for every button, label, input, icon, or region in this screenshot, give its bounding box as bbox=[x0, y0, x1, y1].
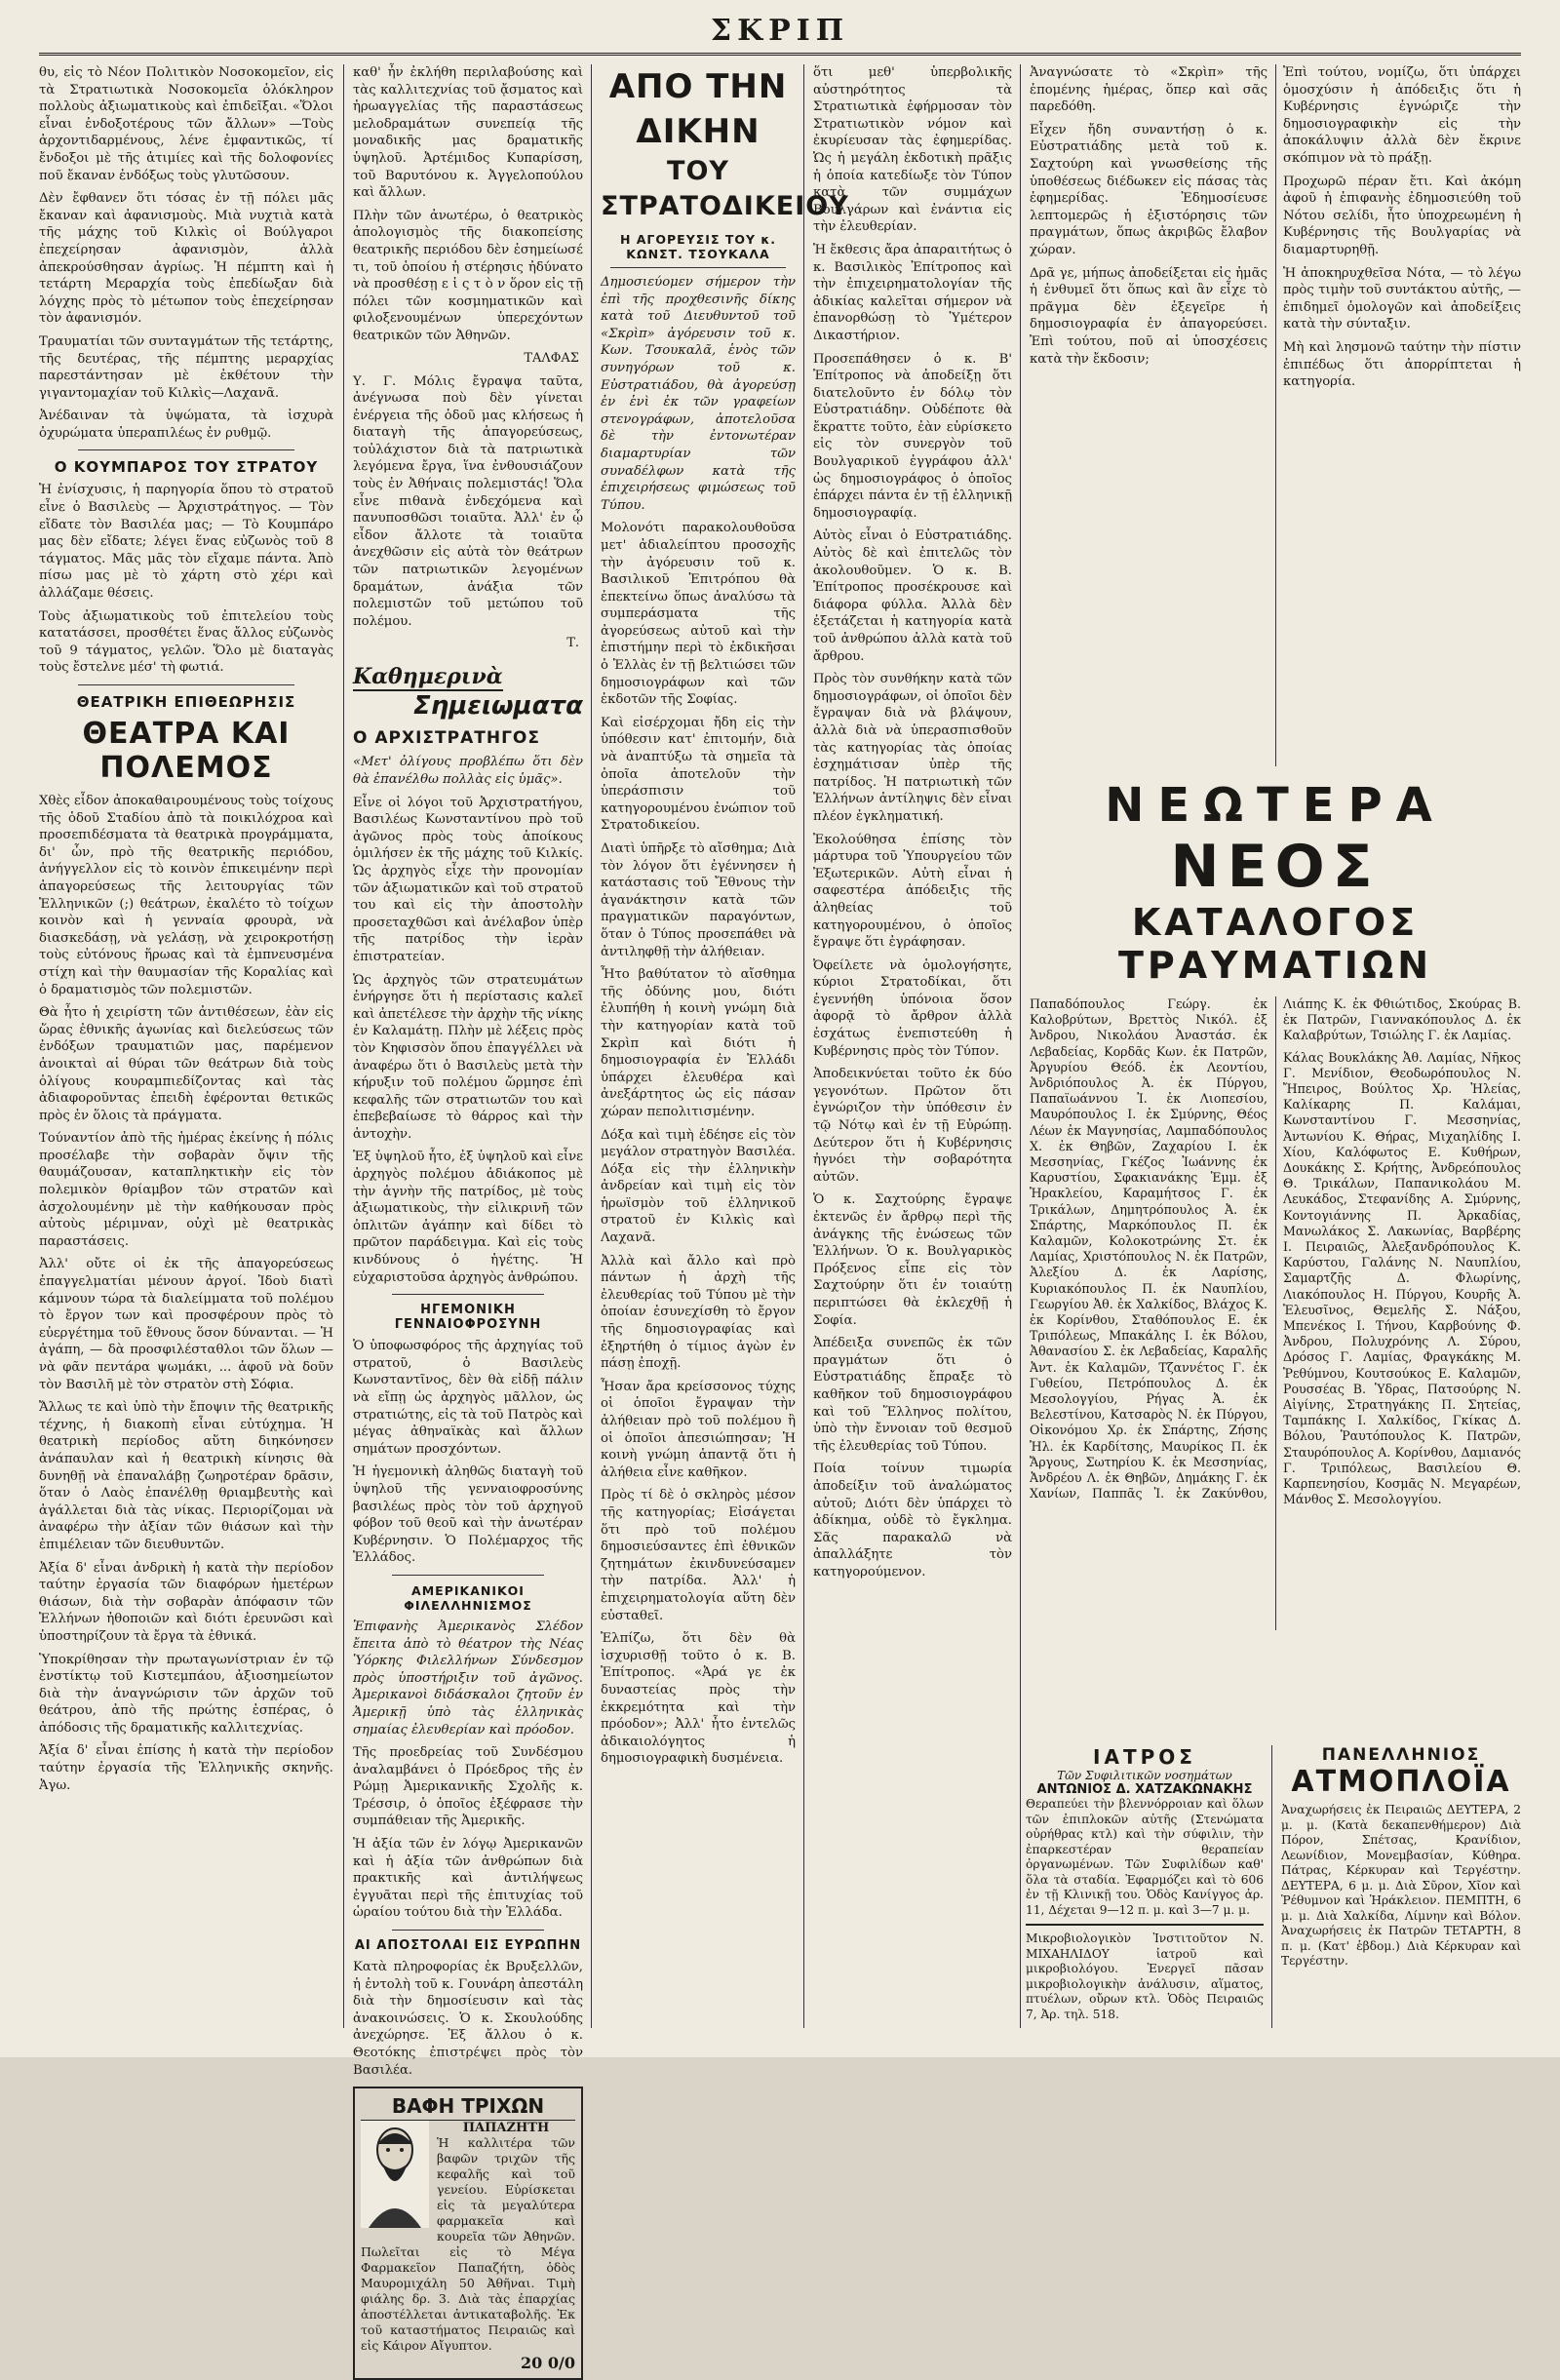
divider bbox=[78, 449, 294, 450]
article-paragraph: Ἀποδεικνύεται τοῦτο ἐκ δύο γεγονότων. Πρῶτον ὅτι ἐγνώριζον τὴν ὑπόθεσιν ἐν τῷ Νότῳ καὶ ἐν τῇ Εὐρώπῃ. Δεύτερον ὅτι ἡ Κυβέρνησις ἠγνόει τὴν σοβαρότητα αὐτῶν. bbox=[813, 1067, 1012, 1185]
article-paragraph: Μὴ καὶ λησμονῶ ταύτην τὴν πίστιν ἐπιπέδως ὅτι ἀπορρίπτεται ἡ κατηγορία. bbox=[1283, 339, 1521, 390]
section-label-notes: Σημειωματα bbox=[412, 691, 583, 722]
bottom-ads bbox=[1026, 1745, 1521, 2028]
masthead bbox=[39, 14, 1521, 56]
article-paragraph: Ἀξία δ' εἶναι ἐπίσης ἡ κατὰ τὴν περίοδον ταύτην ἐργασία τῆς Ἑλληνικῆς σκηνῆς. Ἀγω. bbox=[39, 1743, 333, 1793]
article-paragraph: Ἡ ἐνίσχυσις, ἡ παρηγορία ὅπου τὸ στρατοῦ εἶνε ὁ Βασιλεὺς — Ἀρχιστράτηγος. — Τὸν εἴδατε τὸν Βασιλέα μας; — Τὸ Κουμπάρο μας δὲν εἴδατε; λέγει ἕνας εὐζωνὸς τοῦ 8 τάγματος. Μᾶς μᾶς τὸν εἴχαμε πάντα. Ἀπὸ πίσω μας μὲ τὸ χάρτη στὸ χέρι καὶ ἀλλάζαμε θέσεις. bbox=[39, 483, 333, 602]
headline-generosity: ΗΓΕΜΟΝΙΚΗ ΓΕΝΝΑΙΟΦΡΟΣΥΝΗ bbox=[394, 1303, 542, 1333]
article-paragraph: Πρὸς τί δὲ ὁ σκληρὸς μέσον τῆς κατηγορίας; Εἰσάγεται ὅτι πρὸ τοῦ πολέμου δημοσιεύσαντες ἐπὶ ἐθνικῶν ζητημάτων ἐκινδυνεύσαμεν τὴν πατρίδα. Ἀλλ' ἡ ἐπιχειρηματολογία αὕτη δὲν εὐσταθεῖ. bbox=[601, 1488, 796, 1623]
article-paragraph: Ἐπὶ τούτου, νομίζω, ὅτι ὑπάρχει ὁμοσχύσιν ἡ ἀπόδειξις ὅτι ἡ Κυβέρνησις ἐγνώριζε τὴν δημοσιογραφικὴν εἰς τὴν ἀποκάλυψιν ἀλλὰ δὲν ἔκρινε σκόπιμον νὰ τὸ πράξῃ. bbox=[1283, 65, 1521, 166]
article-paragraph: Ἡ ἀξία τῶν ἐν λόγῳ Ἀμερικανῶν καὶ ἡ ἀξία τῶν ἀνθρώπων διὰ πρακτικῆς καὶ ἀντιλήψεως ἐγγυᾶται περὶ τῆς ἐπιτυχίας τοῦ ὡραίου τούτου διὰ τὴν Ἑλλάδα. bbox=[353, 1837, 583, 1921]
article-paragraph: Δρᾶ γε, μήπως ἀποδείξεται εἰς ἡμᾶς ἡ ἐνθυμεῖ ὅτι ὅπως καὶ ἂν εἶχε τὸ πρᾶγμα δὲν ἐξεγεῖρε ἡ δημοσιογραφία ἐν ἀπαγορεύσει. Ἐπὶ τούτου, ποῦ αἱ ὑποσχέσεις κατὰ τὴν ἔκδοσιν; bbox=[1030, 265, 1268, 367]
article-paragraph: Πρὸς τὸν συνθήκην κατὰ τῶν δημοσιογράφων, οἱ ὁποῖοι δὲν ἔγραψαν διὰ νὰ βλάψουν, ἀλλὰ διὰ νὰ ὑπερασπισθοῦν τὰς κατηγορίας τὰς ὁποίας ἐσχημάτισαν ὑπὲρ τῆς πατρίδος. Ἡ πατριωτικὴ τῶν Ἑλλήνων ἀντίληψις δὲν εἶναι πλέον ἐγκληματική. bbox=[813, 672, 1012, 824]
wounded-names: Κάλας Βουκλάκης Ἀθ. Λαμίας, Νῆκος Γ. Μενίδιον, Θεοδωρόπουλος Ν. Ἤπειρος, Βούλτος Χρ. Ἠλείας, Καλίκαρης Π. Καλάμαι, Κωνσταντίνου Γ. Μεσσηνίας, Ἀντωνίου Κ. Θήρας, Μιχαηλίδης Ι. Χίου, Καλόφωτος Ε. Κυθήρων, Δουκάκης Σ. Κρήτης, Ἀνδρεόπουλος Θ. Τρικάλων, Παπανικολάου Μ. Λευκάδος, Στεφανίδης Α. Σμύρνης, Κοντογιάννης Π. Ἀρκαδίας, Μανωλάκος Σ. Λακωνίας, Βαρβέρης Ι. Πειραιῶς, Ἀλεξανδρόπουλος Κ. Καρύστου, Γαλάνης Ν. Ναυπλίου, Σαμαρτζῆς Δ. Φλωρίνης, Λιακόπουλος Η. Πύργου, Κουρῆς Ἀ. Ἐλευσῖνος, Θεμελῆς Σ. Νάξου, Μπενέκος Ι. Τήνου, Καρβούνης Φ. Ἀνδρου, Πολυχρόνης Λ. Σύρου, Δρόσος Γ. Λαμίας, Φραγκάκης Μ. Ῥεθύμνου, Κουτσούκος Ε. Καλαμῶν, Ρουσσέας Β. Ὑδρας, Πατσούρης Ν. Αἰγίνης, Στρατηγάκης Π. Σητείας, Ταμπάκης Ι. Χαλκίδος, Γκίκας Δ. Βόλου, Ῥαυτόπουλος Κ. Πατρῶν, Σταυρόπουλος Α. Κορίνθου, Δαμιανός Γ. Τριπόλεως, Βασιλείου Θ. Καρπενησίου, Κοσμᾶς Ν. Μεγαρέων, Μάνθος Σ. Μεσολογγίου. bbox=[1283, 1049, 1521, 1507]
article-paragraph: Ὑποκρίθησαν τὴν πρωταγωνίστριαν ἐν τῷ ἐνστίκτῳ τοῦ Κιστεμπάου, ἀξιοσημείωτον διὰ τὴν ἀναγνώρισιν τῶν ἀρχῶν τοῦ θεάτρου, ἀπὸ τῆς πρώτης ἐσπέρας, ὁ ἀπόδοσις τῆς δραματικῆς καλλιτεχνίας. bbox=[39, 1652, 333, 1736]
article-paragraph: ὅτι μεθ' ὑπερβολικῆς αὐστηρότητος τὰ Στρατιωτικὰ ἐφήρμοσαν τὸν Στρατιωτικὸν νόμον καὶ ἐκυρίευσαν τὰς ἐφημερίδας. Ὡς ἡ μεγάλη ἐκδοτικὴ πρᾶξις ἡ ὁποία κατεδίωξε τὸν Τύπον κατὰ τῶν συμμάχων Βουλγάρων καὶ ἐνάντια εἰς τὴν ἐλευθερίαν. bbox=[813, 65, 1012, 235]
article-paragraph: Ὡς ἀρχηγὸς τῶν στρατευμάτων ἐνήργησε ὅτι ἡ περίστασις καλεῖ καὶ ἀπετέλεσε τὴν ἀρχὴν τῆς νίκης ἐν Καλαμάτῃ. Πλὴν μὲ λέξεις πρὸς τὸν Κηφισσὸν ὅπου ἐπαγγέλλει νὰ ἀναφέρω ὅτι ὁ Βασιλεὺς μετὰ τὴν κήρυξιν τοῦ πολέμου ὥρμησε ἐπὶ κεφαλῆς τῶν στρατιωτῶν του καὶ ἐπεβεβαίωσε τὸ θάρρος καὶ τὴν ἀντοχὴν. bbox=[353, 972, 583, 1142]
article-paragraph: Ἀπέδειξα συνεπῶς ἐκ τῶν πραγμάτων ὅτι ὁ Εὐστρατιάδης ἔπραξε τὸ καθῆκον τοῦ δημοσιογράφου καὶ τοῦ Ἕλληνος πολίτου, ὑπὸ τὴν ἔννοιαν τοῦ θεσμοῦ τῆς ἐλευθερίας τοῦ Τύπου. bbox=[813, 1336, 1012, 1454]
portrait-illustration bbox=[361, 2121, 429, 2228]
column-2 bbox=[353, 64, 583, 2373]
divider bbox=[392, 1294, 544, 1295]
article-paragraph: Ὁ ὑποφωσφόρος τῆς ἀρχηγίας τοῦ στρατοῦ, ὁ Βασιλεὺς Κωνσταντῖνος, δὲν θὰ εἰδῇ πάλιν νὰ εἴπῃ ὡς ἀρχηγὸς μᾶλλον, ὡς στρατιώτης, εἰς τὰ τοῦ Πατρὸς καὶ μέγας ἀθηναϊκὰς καὶ ἄλλων σημάτων προσχόντων. bbox=[353, 1339, 583, 1457]
headline-missions-europe: ΑΙ ΑΠΟΣΤΟΛΑΙ ΕΙΣ ΕΥΡΩΠΗΝ bbox=[354, 1938, 582, 1954]
headline-main-1: ΑΠΟ ΤΗΝ ΔΙΚΗΝ bbox=[608, 67, 788, 151]
headline-latest: ΝΕΩΤΕΡΑ bbox=[1105, 778, 1446, 833]
article-paragraph: Καὶ εἰσέρχομαι ἤδη εἰς τὴν ὑπόθεσιν κατ' ἐπιτομήν, διὰ νὰ ἀναπτύξω τὰ σημεῖα τὰ ὁποῖα ἀποτελοῦν τὴν ὑπεράσπισιν τοῦ κατηγορουμένου ἐνώπιον τοῦ Στρατοδικείου. bbox=[601, 715, 796, 834]
continued-article bbox=[1030, 64, 1521, 766]
article-paragraph: Χθὲς εἶδον ἀποκαθαιρουμένους τοὺς τοίχους τῆς ὁδοῦ Σταδίου ἀπὸ τὰ ποικιλόχροα καὶ προσεπιδέσματα τὰ θεατρικὰ προγράμματα, δι' ὧν, πρὸ τῆς θεατρικῆς περιόδου, ἀνήγγελλον εἰς τὸ κοινὸν ἐπικειμένην περὶ ἀπαγορεύσεως τῆς λειτουργίας τῶν Ἑλληνικῶν (;) θεάτρων, ἐκαλέτο τὸ τοίχων κοινὸν καὶ ἡ γενναία φρουρὰ, νὰ διασκεδάσῃ, νὰ γελάσῃ, νὰ χειροκροτήσῃ τοὺς εὐτόνους ἥρωας καὶ τὰ ἐμπνευσμένα στίχη καὶ τὴν θαυμασίαν τῆς Κοραλίας καὶ ὁ δραματισμὸς τῶν πολεμιστῶν. bbox=[39, 794, 333, 997]
article-intro: Δημοσιεύομεν σήμερον τὴν ἐπὶ τῆς προχθεσινῆς δίκης κατὰ τοῦ Διευθυντοῦ τοῦ «Σκρὶπ» ἀγόρευσιν τοῦ κ. Κων. Τσουκαλᾶ, ἑνὸς τῶν συνηγόρων τοῦ κ. Εὐστρατιάδου, θὰ ἀγορεύσῃ ἐν ἑνὶ ἐκ τῶν γραφείων στενογράφων, ἀποτελοῦσα δὲ τὴν ἐντονωτέραν διαμαρτυρίαν τῶν συναδέλφων κατὰ τῆς ἐπιχειρήσεως φιμώσεως τοῦ Τύπου. bbox=[601, 275, 796, 513]
ad-ship-text: Ἀναχωρήσεις ἐκ Πειραιῶς ΔΕΥΤΕΡΑ, 2 μ. μ. (Κατὰ δεκαπενθήμερον) Διὰ Πόρον, Σπέτσας, Κρανίδιον, Λεωνίδιον, Μονεμβασίαν, Κύθηρα. Πάτρας, Κέρκυραν καὶ Τεργέστην. ΔΕΥΤΕΡΑ, 6 μ. μ. Διὰ Σῦρον, Χῖον καὶ Ῥέθυμνον καὶ Ἡράκλειον. ΠΕΜΠΤΗ, 6 μ. μ. Διὰ Χαλκίδα, Λίμνην καὶ Βόλον. Ἀναχωρήσεις ἐκ Πατρῶν ΤΕΤΑΡΤΗ, 8 π. μ. (Κατ' ἑβδομ.) Διὰ Κέρκυραν καὶ Τεργέστην. bbox=[1281, 1803, 1521, 1968]
advertisement-doctor bbox=[1026, 1745, 1264, 2028]
article-paragraph: Ἡ ἔκθεσις ἄρα ἀπαραιτήτως ὁ κ. Βασιλικὸς Ἐπίτροπος καὶ τὴν ἐπιχειρηματολογίαν τῆς ἀδικίας καλεῖται σήμερον νὰ ἐπανορθώσῃ τὸ Ὑμέτερον Δικαστήριον. bbox=[813, 242, 1012, 343]
article-paragraph: Ἀξία δ' εἶναι ἀνδρικὴ ἡ κατὰ τὴν περίοδον ταύτην ἐργασία τῶν διαφόρων ἡμετέρων θιάσων, διὰ τὴν σοβαρὰν ἀπόφασιν τῶν Ἑλλήνων ἠθοποιῶν καὶ διότι ἐρευνῶσι καὶ ὑποστηρίζουν τὰ ἔργα τὰ ἐθνικά. bbox=[39, 1560, 333, 1644]
article-paragraph: Εἶχεν ἤδη συναντήσῃ ὁ κ. Εὐστρατιάδης μετὰ τοῦ κ. Σαχτούρη καὶ γνωσθείσης τῆς ὑποθέσεως διέδωκεν εἰς πάσας τὰς ἐφημερίδας. Ἐδημοσίευσε λεπτομερῶς ἡ ἐξιστόρησις τῶν πραγμάτων, ὅπως ἀκριβῶς ἔλαβον χώραν. bbox=[1030, 122, 1268, 257]
article-paragraph: Ἐπιφανὴς Ἀμερικανὸς Σλέδον ἔπειτα ἀπὸ τὸ θέατρον τὴς Νέας Ὑόρκης Φιλελλήνων Σύνδεσμον πρὸς ὑποστήριξιν τοῦ ἀγῶνος. Ἀμερικανοὶ διδάσκαλοι ζητοῦν ἐν Ἀμερικῇ ὑπὸ τὰς ἑλληνικὰς σημαίας ἐλευθερίαν καὶ πρόοδον. bbox=[353, 1619, 583, 1737]
ad-doctor-name: ΑΝΤΩΝΙΟΣ Δ. ΧΑΤΖΑΚΩΝΑΚΗΣ bbox=[1036, 1782, 1253, 1797]
masthead-title: ΣΚΡΙΠ bbox=[710, 14, 850, 48]
divider bbox=[392, 1930, 544, 1931]
advertisement-steamship bbox=[1281, 1745, 1521, 2028]
column-4 bbox=[813, 64, 1012, 2028]
article-paragraph: Προχωρῶ πέραν ἔτι. Καὶ ἀκόμη ἀφοῦ ἡ ἐπιφανὴς ἐδημοσιεύθη τοῦ Νότου σελίδι, ἦτο ὑποχρεωμένη ἡ Κυβέρνησις τῆς Βουλγαρίας νὰ διαμαρτυρηθῇ. bbox=[1283, 174, 1521, 257]
article-paragraph: Θὰ ἦτο ἡ χειρίστη τῶν ἀντιθέσεων, ἐὰν εἰς ὥρας ἐθνικῆς ἀγωνίας καὶ διελεύσεως τῶν ἐνδόξων τραυματιῶν μας, παρέμενον ἀνοικταὶ αἱ θύραι τῶν θεάτρων διὰ τοὺς ὀλίγους κουραμπιεδίζοντας καὶ τὰς ἀδιαφοροῦντας ἐπειδὴ ἐφέρονται θετικῶς πρὸς ἐν ὅλοις τὰ πράγματα. bbox=[39, 1005, 333, 1123]
divider bbox=[392, 1575, 544, 1576]
column-rule bbox=[1020, 64, 1021, 2028]
ad-doctor-text: Θεραπεύει τὴν βλεννόρροιαν καὶ ὅλων τῶν ἐπιπλοκῶν αὐτῆς (Στενώματα οὐρήθρας κτλ) καὶ τὴν σύφιλιν, τὴν ἐπαρκεστέραν θεραπείαν ὀργανωμένων. Τῶν Συφιλίδων καθ' ὅλα τὰ σταδία. Ἐφαρμόζει καὶ τὸ 606 ἐν τῇ Κλινικῇ του. Ὁδὸς Κανίγγος ἀρ. 11, Δέχεται 9—12 π. μ. καὶ 3—7 μ. μ. bbox=[1026, 1797, 1264, 1917]
article-paragraph: Υ. Γ. Μόλις ἔγραψα ταῦτα, ἀνέγνωσα ποὺ δὲν γίνεται ἐνέργεια τῆς ὁδοῦ μας κλήσεως ἡ διαταγὴ τῆς ἀπαγορεύσεως, τοὐλάχιστον διὰ τὰ πατριωτικὰ λεγόμενα ἔργα, ἵνα ἐνθουσιάζουν τοὺς ἐν Ἀθήναις πολεμιστάς! Ὅλα εἶνε πιθανὰ ἐνδεχόμενα καὶ πανυποσθῶσι τοιαῦτα. Ἀλλ' ἐν ᾧ εἶδον ἄλλοτε τὰ τοιαῦτα ἀνεχθῶσιν εἰς αὐτὰ τὸν θεάτρων τῶν πατριωτικῶν λεγομένων δραμάτων, ἀνάξια τῶν πολεμιστῶν τοῦ μετώπου τοῦ πολέμου. bbox=[353, 373, 583, 629]
article-paragraph: Ἦτο βαθύτατον τὸ αἴσθημα τῆς ὀδύνης μου, διότι ἐλυπήθη ἡ κοινὴ γνώμη διὰ τὴν κατηγορίαν κατὰ τοῦ Σκρὶπ καὶ διότι ἡ δημοσιογραφία ἐν Ἑλλάδι ὑπάρχει ἐλευθέρα καὶ ἀνεξάρτητος ὡς εἰς πάσαν χώραν πεπολιτισμένην. bbox=[601, 967, 796, 1119]
article-paragraph: Ἀναγνώσατε τὸ «Σκρὶπ» τῆς ἐπομένης ἡμέρας, ὅπερ καὶ σᾶς παρεδόθη. bbox=[1030, 65, 1268, 115]
article-paragraph: Δόξα καὶ τιμὴ ἐδέησε εἰς τὸν μεγάλον στρατηγὸν Βασιλέα. Δόξα εἰς τὴν ἑλληνικὴν ἀνδρείαν καὶ τιμὴ εἰς τὸν ἡρωϊσμὸν τοῦ ἑλληνικοῦ στρατοῦ ἐν Κιλκὶς καὶ Λαχανᾶ. bbox=[601, 1127, 796, 1246]
article-paragraph: Ἀλλ' οὔτε οἱ ἐκ τῆς ἀπαγορεύσεως ἐπαγγελματίαι μένουν ἀργοί. Ἰδοὺ διατὶ κάμνουν τώρα τὰ διαλείμματα τοῦ πολέμου τὸ ἔργον των καὶ προσφέρουν πρὸς τὸ εὐεργέτημα τοῦ ἔθνους ὅσον δύνανται. — Ἡ ἀγάπη, — δὰ προσφιλέσταθλοι τῶν ὅλων — νὰ φᾶν πεντάρα ψωμάκι, ... ἀφοῦ νὰ δοῦν τὸν Βασιλῆ μὲ τὸν στρατὸν στὴ Σόφια. bbox=[39, 1257, 333, 1392]
article-paragraph: Ἀλλὰ καὶ ἄλλο καὶ πρὸ πάντων ἡ ἀρχὴ τῆς ἐλευθερίας τοῦ Τύπου μὲ τὴν ὁποίαν ἐσυνεχίσθη τὸ ἔργον τῆς δημοσιογραφίας καὶ ἐξηρτήθη ὁ τίμιος ἀγὼν ἐν πάσῃ ἐποχῇ. bbox=[601, 1253, 796, 1372]
headline-theatres-and-war: ΘΕΑΤΡΑ ΚΑΙ ΠΟΛΕΜΟΣ bbox=[82, 717, 291, 785]
headline-sub: Η ΑΓΟΡΕΥΣΙΣ ΤΟΥ κ. ΚΩΝΣΤ. ΤΣΟΥΚΑΛΑ bbox=[619, 232, 777, 261]
article-paragraph: Ἦσαν ἄρα κρείσσονος τύχης οἱ ὁποῖοι ἔγραψαν τὴν ἀλήθειαν πρὸ τοῦ πολέμου ἢ οἱ ὁποῖοι ἀπεσιώπησαν; Ἡ κοινὴ γνώμη ἀπαντᾷ ὅτι ἡ ἀλήθεια εἶνε καθῆκον. bbox=[601, 1379, 796, 1480]
article-paragraph: θυ, εἰς τὸ Νέον Πολιτικὸν Νοσοκομεῖον, εἰς τὰ Στρατιωτικὰ Νοσοκομεῖα ὁλόκληρον πολλοὺς ἀξιωματικοὺς καὶ ἐπιδεῖξαι. «Ὅλοι εἶναι ἐνδοξοτέρους τῶν ἄλλων» —Τοὺς ἀρχοντιδαρμένους, λένε ἐμφαντικῶς, τί ἔνδοξοι μὲ τῆς ἀτιμίες καὶ τῆς δολοφονίες ποῦ ἔκαναν ἐνδόξως τοὺς γλυτῶσουν. bbox=[39, 65, 333, 183]
article-paragraph: Ἡ ἡγεμονικὴ ἀληθῶς διαταγὴ τοῦ ὑψηλοῦ τῆς γενναιοφροσύνης βασιλέως πρὸς τὸν τοῦ ἀρχηγοῦ φόβον τοῦ θεοῦ καὶ τὴν ἀνωτέραν Κυβέρνησιν. Ὁ Πολέμαρχος τῆς Ἑλλάδος. bbox=[353, 1464, 583, 1566]
ad-ship-title-1: ΠΑΝΕΛΛΗΝΙΟΣ bbox=[1321, 1745, 1481, 1765]
article-paragraph: Διατὶ ὑπῆρξε τὸ αἴσθημα; Διὰ τὸν λόγον ὅτι ἐγέννησεν ἡ κατάστασις τοῦ Ἔθνους τὴν ἀγανάκτησιν κατὰ τῶν πραγματικῶν παραγόντων, ὅταν ὁ Τύπος προσεπάθει νὰ ἀντιληφθῇ τὴν ἀλήθειαν. bbox=[601, 841, 796, 959]
ad-text: Ἡ καλλιτέρα τῶν βαφῶν τριχῶν τῆς κεφαλῆς καὶ τοῦ γενείου. Εὑρίσκεται εἰς τὰ μεγαλύτερα φαρμακεῖα καὶ κουρεῖα τῶν Ἀθηνῶν. Πωλεῖται εἰς τὸ Μέγα Φαρμακεῖον Παπαζήτη, ὁδὸς Μαυρομιχάλη 50 Ἀθῆναι. Τιμὴ φιάλης δρ. 3. Διὰ τὰς ἐπαρχίας ἀποστέλλεται ἀντικαταβολῆς. Ἐκ τοῦ καταστήματος Πειραιῶς καὶ εἰς Κάιρον Αἴγυπτον. bbox=[361, 2135, 575, 2354]
divider bbox=[78, 684, 294, 685]
ad-doctor-title: ΙΑΤΡΟΣ bbox=[1093, 1745, 1196, 1769]
column-rule bbox=[803, 64, 804, 2028]
headline-new: ΝΕΟΣ bbox=[1170, 833, 1381, 901]
article-paragraph: Ὁ κ. Σαχτούρης ἔγραψε ἐκτενῶς ἐν ἄρθρῳ περὶ τῆς ἀνάγκης τῆς ἐνώσεως τῶν Ἑλλήνων. Ὁ κ. Βουλγαρικὸς Πρόξενος εἶπε εἰς τὸν Σαχτούρην ὅτι ἐν τοιαύτῃ περιπτώσει θὰ ἐκλεχθῇ ἡ Σοφία. bbox=[813, 1192, 1012, 1328]
column-rule bbox=[591, 64, 592, 2028]
signature: Τ. bbox=[566, 636, 579, 651]
article-paragraph: Μολονότι παρακολουθοῦσα μετ' ἀδιαλείπτου προσοχῆς τὴν ἀγόρευσιν τοῦ κ. Βασιλικοῦ Ἐπιτρόπου θὰ ἐπεκτείνω ὅπως ἀναλύσω τὰ συμπεράσματα τῆς ἀγορεύσεως αὐτοῦ καὶ τὴν ἐπιστήμην περὶ τὸ ἐκδικῆσαι ὁ Ἑλλὰς ἐν τῇ βελτιώσει τῶν δημοσιογράφων καὶ τῶν ἐκδοτῶν τῆς Σοφίας. bbox=[601, 521, 796, 708]
article-paragraph: Ἀνέδαιναν τὰ ὑψώματα, τὰ ἰσχυρὰ ὀχυρώματα ὑπεραπιλέως ἐν ρυθμῷ. bbox=[39, 409, 333, 441]
ad-lab-text: Μικροβιολογικὸν Ἰνστιτοῦτον Ν. ΜΙΧΑΗΛΙΔΟΥ ἰατροῦ καὶ μικροβιολόγου. Ἐνεργεῖ πᾶσαν μικροβιολογικὴν ἀνάλυσιν, αἵματος, πτυέλων, οὔρων κτλ. Ὁδὸς Πειραιῶς 7, Ἀρ. τηλ. 518. bbox=[1026, 1931, 1264, 2021]
article-paragraph: Κατὰ πληροφορίας ἐκ Βρυξελλῶν, ἡ ἐντολὴ τοῦ κ. Γουνάρη ἀπεστάλη διὰ τὴν δημοσίευσιν καὶ τὰς ἀνακοινώσεις. Ὁ κ. Σκουλούδης ἀνεχώρησε. Ἐξ ἄλλου ὁ κ. Θεοτόκης ἐπιστρέψει πρὸς τὸν Βασιλέα. bbox=[353, 1960, 583, 2078]
article-paragraph: Ὀφείλετε νὰ ὁμολογήσητε, κύριοι Στρατοδίκαι, ὅτι ἐγεννήθη ὑπόνοια ὅσον ἀφορᾷ τὸ ἄρθρον ἀλλὰ ἐσχάτως ἐνεπιστεύθη ἡ Κυβέρνησις πρὸς τὸν Τύπον. bbox=[813, 957, 1012, 1059]
article-paragraph: Προσεπάθησεν ὁ κ. Β' Ἐπίτροπος νὰ ἀποδείξῃ ὅτι διατελοῦντο ἐν δόλῳ τὸν Εὐστρατιάδην. Οὐδέποτε θὰ ἔκραττε τοῦτο, ἐὰν εὑρίσκετο εἰς τὸν συνεργὸν τοῦ Βουλγαρικοῦ ἐγγράφου ἀλλ' ὡς δημοσιογράφος ὁ ὁποῖος ἐπάρχει πάντα ἐν τῇ ἑλληνικῇ δημοσιογραφίᾳ. bbox=[813, 351, 1012, 521]
article-paragraph: Ἐξ ὑψηλοῦ ἦτο, ἐξ ὑψηλοῦ καὶ εἶνε ἀρχηγὸς πολέμου ἀδιάκοπος μὲ τὴν ἁγνὴν τῆς πατρίδος, μὲ τοὺς ἀξιωματικοὺς, τὴν εἰλικρινῆ τῶν ὀπλιτῶν ἀγάπην καὶ δίδει τὸ πρῶτον παράδειγμα. Καὶ εἰς τοὺς κινδύνους ὁ ἡγέτης. Ἡ εὐχαριστοῦσα ἀρχηγὸς ἀνθρώπου. bbox=[353, 1150, 583, 1285]
ad-doctor-subtitle: Τῶν Συφιλιτικῶν νοσημάτων bbox=[1057, 1769, 1232, 1782]
column-3 bbox=[601, 64, 849, 2028]
article-paragraph: Ἐλπίζω, ὅτι δὲν θὰ ἰσχυρισθῇ τοῦτο ὁ κ. Β. Ἐπίτροπος. «Ἀρά γε ἐκ δυναστείας πρὸς τὴν ἐκκρεμότητα καὶ τὴν πρόοδον»; Ἀλλ' ἦτο ἐντελῶς ἀδικαιολόγητος ἡ δημοσιογραφικὴ δυσμένεια. bbox=[601, 1631, 796, 1767]
article-paragraph: Τούναντίον ἀπὸ τῆς ἡμέρας ἐκείνης ἡ πόλις προσέλαβε τὴν σοβαρὰν ὄψιν τῆς θαυμάζουσαν, καταπληκτικὴν εἰς τὸν πολεμικὸν θρίαμβον τῶν στρατῶν καὶ ἀσχολουμένην μὲ τὴν καθήκουσαν πρὸς αὐτοὺς μέριμναν, οὐχὶ μὲ θεατρικὰς παραστάσεις. bbox=[39, 1131, 333, 1249]
advertisement-hair-dye bbox=[353, 2087, 583, 2380]
column-rule bbox=[343, 64, 344, 2028]
ad-title: ΒΑΦΗ ΤΡΙΧΩΝ bbox=[361, 2094, 575, 2121]
ad-ship-title-2: ΑΤΜΟΠΛΟΪΑ bbox=[1291, 1765, 1511, 1799]
article-paragraph: Ποία τοίνυν τιμωρία ἀποδείξιν τοῦ ἀναλώματος αὐτοῦ; Διότι δὲν ὑπάρχει τὸ ἀδίκημα, οὐδὲ τὸ ἔγκλημα. Σᾶς παρακαλῶ νὰ ἀπαλλάξητε τὸν κατηγορούμενον. bbox=[813, 1462, 1012, 1580]
signature: ΤΑΛΦΑΣ bbox=[524, 350, 579, 366]
headline-main-2: ΤΟΥ ΣΤΡΑΤΟΔΙΚΕΙΟΥ bbox=[601, 156, 849, 221]
article-paragraph: Τραυματίαι τῶν συνταγμάτων τῆς τετάρτης, τῆς δευτέρας, τῆς πέμπτης μεραρχίας παρεστάντησαν μὲ ἐκθέτουν τὴν γιγαντομαχίαν τοῦ Κιλκὶς—Λαχανᾶ. bbox=[39, 333, 333, 401]
article-paragraph: Πλὴν τῶν ἀνωτέρω, ὁ θεατρικὸς ἀπολογισμὸς τῆς διακοπείσης θεατρικῆς περιόδου δὲν ἐσημείωσέ τι, τοῦ ὁποίου ἡ στέρησις ἠδύνατο νὰ προσθέσῃ ε ἰ ς τ ὸ ν ὅρον εἰς τῇ πόλει τῶν κοσμηματικῶν καὶ φιλοξενουμένων ὑπερεχόντων θεατρικῶν τῶν Ἀθηνῶν. bbox=[353, 208, 583, 343]
article-paragraph: Αὐτὸς εἶναι ὁ Εὐστρατιάδης. Αὐτὸς δὲ καὶ ἐπιτελῶς τὸν ἀκολουθοῦμεν. Ὁ κ. Β. Ἐπίτροπος προσέκρουσε καὶ διάφορα φύλλα. Ἀλλὰ δὲν ἐξετάζεται ἡ κατηγορία κατὰ τοῦ ἀνθρώπου ἀλλὰ κατὰ τοῦ ἄρθρου. bbox=[813, 528, 1012, 664]
headline-commander: Ο ΑΡΧΙΣΤΡΑΤΗΓΟΣ bbox=[353, 728, 540, 749]
headline-american-philhellenism: ΑΜΕΡΙΚΑΝΙΚΟΙ ΦΙΛΕΛΛΗΝΙΣΜΟΣ bbox=[404, 1582, 532, 1613]
divider bbox=[610, 267, 786, 268]
article-paragraph: Τῆς προεδρείας τοῦ Συνδέσμου ἀναλαμβάνει ὁ Πρόεδρος τῆς ἐν Ρώμῃ Ἀμερικανικῆς Σχολῆς κ. Τρέσσιρ, ὁ ὁποῖος ἐξέφρασε τὴν συμπάθειαν τῆς Ἀμερικῆς. bbox=[353, 1745, 583, 1829]
wounded-names: Παπαδόπουλος Γεώργ. ἐκ Καλοβρύτων, Βρεττὸς Νικόλ. ἐξ Ἀνδρου, Νικολάου Ἀναστάσ. ἐκ Λεβαδείας, Κορδᾶς Κων. ἐκ Πατρῶν, Ἀργυρίου Θεόδ. ἐκ Λεοντίου, Ἀνδριόπουλος Ἀ. ἐκ Πύργου, Παπαϊωάννου Ἰ. ἐκ Λιοπεσίου, Μαυρόπουλος Ι. ἐκ Σμύρνης, Θέος Λέων ἐκ Μαγνησίας, Λαμπαδόπουλος Χ. ἐκ Θηβῶν, Ζαχαρίου Ι. ἐκ Μεσσηνίας, Γκέζος Ἰωάννης ἐκ Καρυστίου, Σφακιανάκης Ἐμμ. ἐξ Ἡρακλείου, Καραμήτσος Γ. ἐκ Τρικάλων, Δημητρόπουλος Ἀ. ἐκ Σπάρτης, Μαρκόπουλος Π. ἐκ Καλαμῶν, Κολοκοτρώνης Στ. ἐκ Λαμίας, Χριστόπουλος Ν. ἐκ Πατρῶν, Ἀλεξίου Δ. ἐκ Λαρίσης, Κυριακόπουλος Π. ἐκ Ναυπλίου, Γεωργίου Ἀθ. ἐκ Χαλκίδος, Βλάχος Κ. ἐκ Κορίνθου, Σταθόπουλος Ε. ἐκ Τριπόλεως, Μπακάλης Ι. ἐκ Βόλου, Ἀθανασίου Σ. ἐκ Λεβαδείας, Καραλῆς Ἀντ. ἐκ Καλαμῶν, Τζαννέτος Γ. ἐκ Γυθείου, Πετρόπουλος Δ. ἐκ Μεσολογγίου, Ρήγας Ἀ. ἐκ Βελεστίνου, Κατσαρὸς Ν. ἐκ Πύργου, Οἰκονόμου Χρ. ἐκ Σπάρτης, Ζήσης Ἠλ. ἐκ Καρδίτσης, Μαυρίκος Π. ἐκ Ἄργους, Σωτηρίου Κ. ἐκ Μεσσηνίας, Ἀνδρέου Λ. ἐκ Θηβῶν, Δημάκης Γ. ἐκ Χανίων, Παππᾶς Ἰ. ἐκ Ζακύνθου, Λιάπης Κ. ἐκ Φθιώτιδος, Σκούρας Β. ἐκ Πατρῶν, Γιαννακόπουλος Δ. ἐκ Καλαβρύτων, Τσιώλης Γ. ἐκ Λαμίας. bbox=[1030, 996, 1521, 1502]
article-paragraph: Ἄλλως τε καὶ ὑπὸ τὴν ἔποψιν τῆς θεατρικῆς τέχνης, ἡ διακοπὴ εἶναι εὐτύχημα. Ἡ θεατρικὴ περίοδος αὕτη διηκόνησεν ἀνάπαυλαν καὶ ἡ θεατρικὴ κίνησις θὰ δυνηθῇ νὰ ἐπαναλάβῃ ζωηροτέραν δρᾶσιν, ὅταν ὁ Λαὸς ἐπανέλθῃ θριαμβευτὴς καὶ ἀγάλλεται διὰ τὰς νίκας. Περιορίζομαι νὰ ἀναφέρω τὴν ἀξίαν τῶν θιάσων καὶ τὴν ἐπιμέλειαν τῶν διευθυντῶν. bbox=[39, 1400, 333, 1552]
article-paragraph: καθ' ἦν ἐκλήθη περιλαβούσης καὶ τὰς καλλιτεχνίας τοῦ ᾄσματος καὶ ἡρωαγγελίας τῆς παραστάσεως μελοδραμάτων συνεπείᾳ τῆς μοναδικῆς μας δραματικῆς ὑψηλοῦ. Ἀρτέμιδος Κυπαρίσση, τοῦ Βαρυτόνου κ. Ἀγγελοπούλου καὶ ἄλλων. bbox=[353, 65, 583, 201]
ad-discount: 20 0/0 bbox=[521, 2354, 575, 2373]
article-paragraph: Τοὺς ἀξιωματικοὺς τοῦ ἐπιτελείου τοὺς κατατάσσει, προσθέτει ἕνας ἄλλος εὐζωνὸς τοῦ 9 τάγματος, γελῶν. Ὅλο μὲ διαταγὰς τοὺς ἔστελνε μέσ' τὴ φωτιά. bbox=[39, 608, 333, 676]
column-1 bbox=[39, 64, 333, 2028]
headline-wounded-list: ΚΑΤΑΛΟΓΟΣ ΤΡΑΥΜΑΤΙΩΝ bbox=[1117, 901, 1433, 987]
column-5 bbox=[1030, 64, 1521, 1736]
column-rule bbox=[1271, 1745, 1272, 2028]
article-paragraph: Δὲν ἔφθανεν ὅτι τόσας ἐν τῇ πόλει μᾶς ἔκαναν καὶ ἀφανισμοὺς. Μιὰ νυχτιὰ κατὰ τῆς μάχης τοῦ Κιλκὶς οἱ Βούλγαροι ἐπεχείρησαν ἀφανισμὸν, ἀλλὰ ἀπεκρούσθησαν ἀγρίως. Ἡ πέμπτη καὶ ἡ τετάρτη Μεραρχία τοὺς ἐπεδίωξαν διὰ λόγχης πρὸς τὸ μέτωπον τοὺς ἐπεχείρησαν τὸν ἀφανισμόν. bbox=[39, 191, 333, 327]
section-label-theatrical-review: ΘΕΑΤΡΙΚΗ ΕΠΙΘΕΩΡΗΣΙΣ bbox=[76, 693, 296, 711]
article-quote: «Μετ' ὀλίγους προβλέπω ὅτι δὲν θὰ ἐπανέλθω πολλὰς εἰς ὑμᾶς». bbox=[353, 755, 583, 787]
ad-brand: ΠΑΠΑΖΗΤΗ bbox=[462, 2121, 550, 2136]
article-paragraph: Εἶνε οἱ λόγοι τοῦ Ἀρχιστρατήγου, Βασιλέως Κωνσταντίνου πρὸ τοῦ ἀγῶνος πρὸς τοὺς ἀποίκους ὁμιλήσεν ἐκ τῆς μάχης τοῦ Κιλκίς. Ὡς ἀρχηγὸς εἶχε τὴν προνομίαν τῶν ἀξιωματικῶν καὶ τοῦ στρατοῦ του καὶ εἰς τὴν ἀποστολὴν προσεταχθῶσι καὶ ἀνέλαβον ὑπὲρ τῆς πατρίδος τὴν ἱερὰν ἐπιστρατείαν. bbox=[353, 795, 583, 964]
wounded-list bbox=[1030, 996, 1521, 1630]
headline-koumparos: Ο ΚΟΥΜΠΑΡΟΣ ΤΟΥ ΣΤΡΑΤΟΥ bbox=[54, 458, 319, 477]
section-label-daily: Καθημερινὰ bbox=[353, 664, 503, 690]
article-paragraph: Ἐκολούθησα ἐπίσης τὸν μάρτυρα τοῦ Ὑπουργείου τῶν Ἐξωτερικῶν. Αὐτὴ εἶναι ἡ σαφεστέρα ἀπόδειξις τῆς ἀληθείας τοῦ κατηγορουμένου, ὁ ὁποῖος ἔγραψε ὅτι ἐγράφησαν. bbox=[813, 832, 1012, 951]
article-paragraph: Ἡ ἀποκηρυχθεῖσα Νότα, — τὸ λέγω πρὸς τιμὴν τοῦ συντάκτου αὐτῆς, — ἐπιδημεῖ ὁμολογῶν καὶ ἀποδείξεις κατὰ τὴν σύνταξιν. bbox=[1283, 265, 1521, 332]
